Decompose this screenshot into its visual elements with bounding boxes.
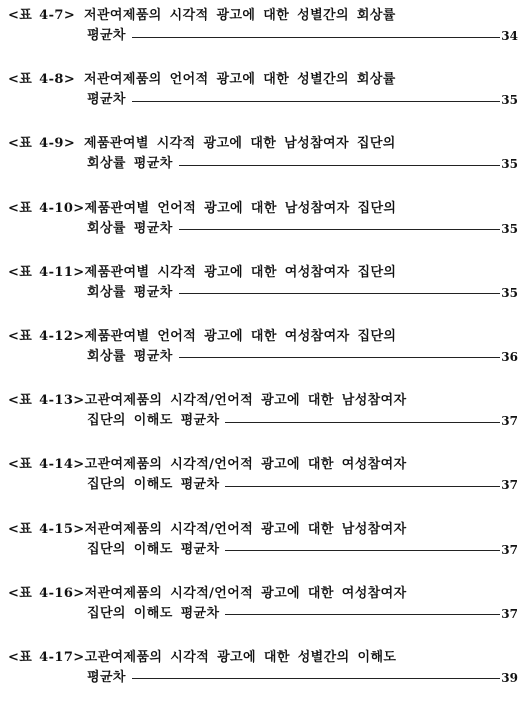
entry-title-continued: 집단의 이해도 평균차 bbox=[87, 477, 220, 493]
entry-title: 제품관여별 언어적 광고에 대한 여성참여자 집단의 bbox=[84, 328, 397, 344]
page-number: 34 bbox=[501, 29, 518, 43]
toc-entry[interactable] bbox=[8, 257, 518, 321]
table-number: <표 4-15> bbox=[8, 521, 85, 537]
entry-title: 저관여제품의 시각적 광고에 대한 성별간의 회상률 bbox=[84, 8, 396, 23]
toc-entry[interactable] bbox=[8, 64, 518, 128]
page-number: 35 bbox=[501, 93, 518, 108]
page-number: 36 bbox=[501, 349, 518, 364]
entry-title: 저관여제품의 언어적 광고에 대한 성별간의 회상률 bbox=[84, 72, 396, 88]
toc-entry[interactable] bbox=[8, 321, 518, 385]
leader-line bbox=[179, 293, 501, 294]
table-number: <표 4-14> bbox=[8, 457, 85, 473]
page-number: 37 bbox=[501, 414, 518, 429]
table-number: <표 4-17> bbox=[8, 649, 85, 665]
page-number: 35 bbox=[501, 221, 518, 236]
toc-entry[interactable] bbox=[8, 385, 518, 449]
page-number: 37 bbox=[501, 542, 518, 557]
leader-line bbox=[179, 229, 501, 230]
entry-title: 저관여제품의 시각적/언어적 광고에 대한 남성참여자 bbox=[84, 521, 407, 537]
entry-title: 저관여제품의 시각적/언어적 광고에 대한 여성참여자 bbox=[84, 585, 407, 601]
leader-line bbox=[132, 101, 500, 102]
toc-entry[interactable] bbox=[8, 193, 518, 257]
page-number: 35 bbox=[501, 157, 518, 172]
toc-entry[interactable] bbox=[8, 449, 518, 513]
table-number: <표 4-13> bbox=[8, 393, 85, 409]
table-of-contents bbox=[8, 0, 518, 706]
leader-line bbox=[179, 165, 501, 166]
toc-entry[interactable] bbox=[8, 0, 518, 64]
leader-line bbox=[132, 37, 500, 38]
leader-line bbox=[225, 550, 500, 551]
entry-title: 고관여제품의 시각적/언어적 광고에 대한 여성참여자 bbox=[84, 457, 407, 473]
leader-line bbox=[179, 357, 501, 358]
table-number: <표 4-12> bbox=[8, 328, 85, 344]
table-number: <표 4-11> bbox=[8, 264, 85, 280]
page-number: 35 bbox=[501, 285, 518, 300]
entry-title: 제품관여별 시각적 광고에 대한 남성참여자 집단의 bbox=[84, 136, 396, 152]
leader-line bbox=[225, 422, 500, 423]
table-number: <표 4-9> bbox=[8, 136, 76, 152]
entry-title: 제품관여별 언어적 광고에 대한 남성참여자 집단의 bbox=[84, 200, 397, 216]
entry-title-continued: 회상률 평균차 bbox=[87, 156, 173, 172]
table-number: <표 4-10> bbox=[8, 200, 85, 216]
table-number: <표 4-8> bbox=[8, 72, 76, 88]
entry-title-continued: 평균차 bbox=[87, 28, 126, 43]
entry-title-continued: 집단의 이해도 평균차 bbox=[87, 541, 220, 557]
leader-line bbox=[225, 486, 500, 487]
toc-entry[interactable] bbox=[8, 642, 518, 706]
entry-title-continued: 집단의 이해도 평균차 bbox=[87, 605, 220, 621]
toc-entry[interactable] bbox=[8, 578, 518, 642]
entry-title: 고관여제품의 시각적 광고에 대한 성별간의 이해도 bbox=[84, 649, 397, 665]
entry-title-continued: 평균차 bbox=[87, 92, 126, 108]
entry-title-continued: 회상률 평균차 bbox=[87, 348, 173, 364]
entry-title-continued: 집단의 이해도 평균차 bbox=[87, 413, 220, 429]
leader-line bbox=[225, 614, 500, 615]
page-number: 39 bbox=[501, 670, 518, 685]
entry-title-continued: 평균차 bbox=[87, 669, 126, 685]
toc-entry[interactable] bbox=[8, 514, 518, 578]
table-number: <표 4-16> bbox=[8, 585, 85, 601]
entry-title: 제품관여별 시각적 광고에 대한 여성참여자 집단의 bbox=[84, 264, 397, 280]
page-number: 37 bbox=[501, 478, 518, 493]
entry-title: 고관여제품의 시각적/언어적 광고에 대한 남성참여자 bbox=[84, 393, 407, 409]
entry-title-continued: 회상률 평균차 bbox=[87, 220, 173, 236]
page-number: 37 bbox=[501, 606, 518, 621]
entry-title-continued: 회상률 평균차 bbox=[87, 284, 173, 300]
table-number: <표 4-7> bbox=[8, 8, 76, 23]
toc-entry[interactable] bbox=[8, 128, 518, 192]
leader-line bbox=[132, 678, 500, 679]
